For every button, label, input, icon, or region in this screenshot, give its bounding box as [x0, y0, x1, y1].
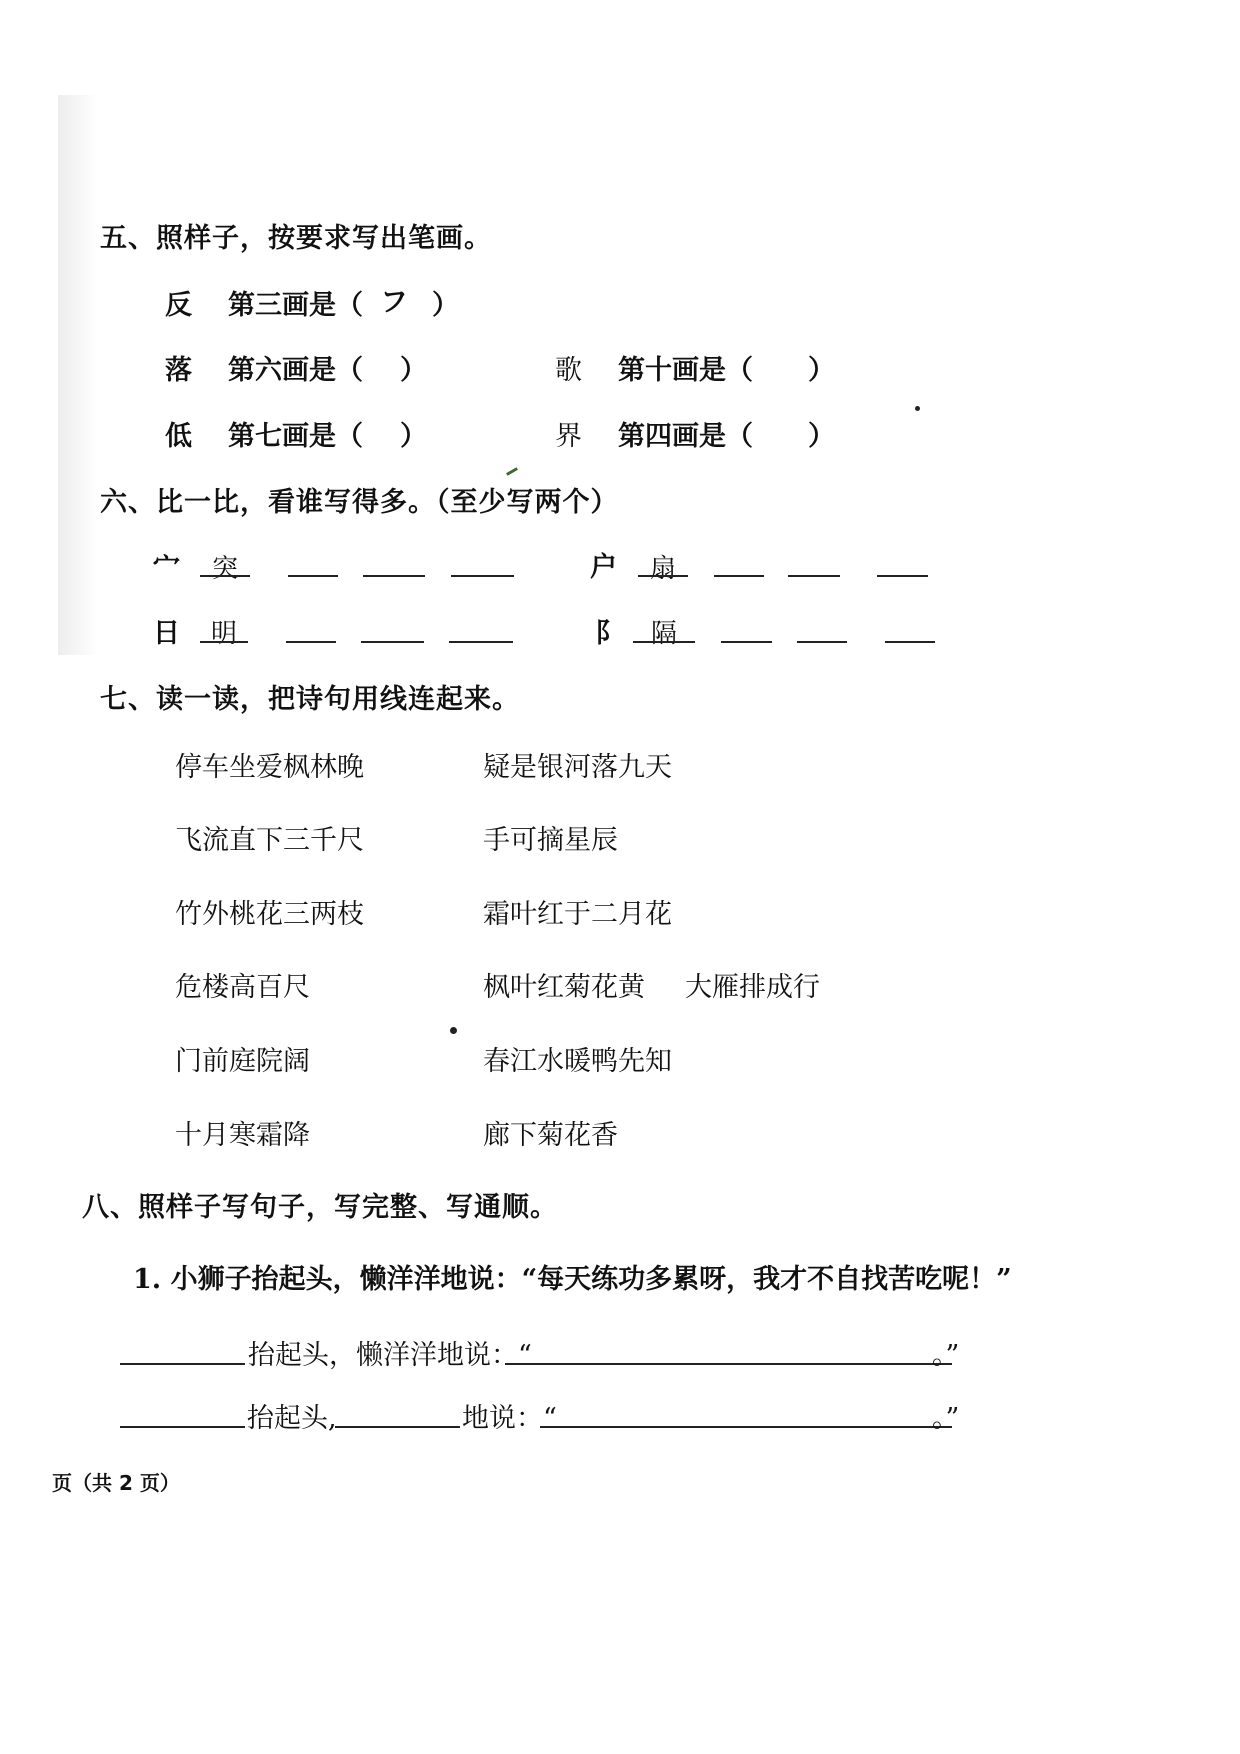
radical: 户: [590, 552, 617, 583]
stroke-char: 落: [165, 355, 192, 386]
stroke-answer-example: フ: [380, 285, 409, 318]
scan-mark: [506, 467, 518, 476]
stroke-char-example: 反: [165, 290, 192, 321]
stroke-char: 歌: [555, 355, 582, 386]
poem-left-line[interactable]: 竹外桃花三两枝: [175, 899, 364, 930]
stroke-close: ）: [400, 421, 427, 452]
subject-blank[interactable]: [120, 1363, 245, 1365]
example-char: 明: [210, 619, 237, 649]
answer-blank[interactable]: [361, 641, 424, 643]
example-char: 隔: [650, 619, 677, 649]
answer-blank[interactable]: [885, 641, 935, 643]
manner-blank[interactable]: [335, 1426, 460, 1428]
stroke-prompt: 第十画是（: [618, 355, 753, 386]
subject-blank[interactable]: [120, 1426, 245, 1428]
poem-left-line[interactable]: 停车坐爱枫林晚: [175, 752, 364, 783]
quote-blank[interactable]: [540, 1426, 952, 1428]
stroke-prompt-example: 第三画是（: [228, 290, 363, 321]
radical: 日: [153, 618, 180, 649]
section5-title: 五、照样子，按要求写出笔画。: [100, 223, 492, 254]
answer-blank[interactable]: [721, 641, 772, 643]
stroke-close: ）: [808, 421, 835, 452]
poem-right-line[interactable]: 手可摘星辰: [483, 825, 618, 856]
section6-title: 六、比一比，看谁写得多。（至少写两个）: [100, 487, 619, 518]
radical: 阝: [595, 618, 622, 649]
poem-right-line[interactable]: 廊下菊花香: [483, 1120, 618, 1151]
section8-title: 八、照样子写句子，写完整、写通顺。: [82, 1192, 558, 1223]
sentence-text: 地说：“: [462, 1403, 557, 1434]
example-char: 突: [211, 554, 238, 584]
answer-blank[interactable]: [363, 575, 425, 577]
example-sentence: 1. 小狮子抬起头，懒洋洋地说：“每天练功多累呀，我才不自找苦吃呢！”: [133, 1264, 1012, 1295]
answer-blank[interactable]: [638, 575, 688, 577]
poem-right-line[interactable]: 疑是银河落九天: [483, 752, 672, 783]
answer-blank[interactable]: [451, 575, 514, 577]
answer-blank[interactable]: [797, 641, 847, 643]
stroke-close-example: ）: [432, 290, 459, 321]
sentence-end: 。”: [932, 1340, 960, 1371]
quote-blank[interactable]: [505, 1363, 952, 1365]
radical: 宀: [153, 552, 180, 583]
poem-right-line[interactable]: 春江水暖鸭先知: [483, 1046, 672, 1077]
example-char: 扇: [649, 554, 676, 584]
poem-left-line[interactable]: 飞流直下三千尺: [175, 825, 364, 856]
stroke-prompt: 第四画是（: [618, 421, 753, 452]
poem-right-line[interactable]: 霜叶红于二月花: [483, 899, 672, 930]
sentence-text: 抬起头,: [247, 1403, 337, 1434]
answer-blank[interactable]: [200, 575, 250, 577]
poem-left-line[interactable]: 危楼高百尺: [175, 972, 310, 1003]
answer-blank[interactable]: [449, 641, 513, 643]
answer-blank[interactable]: [286, 641, 336, 643]
stroke-close: ）: [808, 355, 835, 386]
poem-left-line[interactable]: 十月寒霜降: [175, 1120, 310, 1151]
poem-right-line[interactable]: 枫叶红菊花黄: [483, 972, 645, 1003]
scan-shadow: [58, 95, 98, 655]
answer-blank[interactable]: [788, 575, 840, 577]
stroke-char: 低: [165, 421, 192, 452]
poem-left-line[interactable]: 门前庭院阔: [175, 1046, 310, 1077]
sentence-end: 。”: [932, 1403, 960, 1434]
poem-extra-line[interactable]: 大雁排成行: [685, 972, 820, 1003]
stroke-prompt: 第六画是（: [228, 355, 363, 386]
stroke-close: ）: [400, 355, 427, 386]
answer-blank[interactable]: [877, 575, 928, 577]
sentence-text: 抬起头，懒洋洋地说：“: [248, 1340, 532, 1371]
stroke-prompt: 第七画是（: [228, 421, 363, 452]
answer-blank[interactable]: [633, 641, 695, 643]
scan-speck: [450, 1027, 457, 1034]
section7-title: 七、读一读，把诗句用线连起来。: [100, 684, 520, 715]
page-footer: 页（共 2 页）: [52, 1471, 180, 1495]
answer-blank[interactable]: [714, 575, 764, 577]
scan-speck: [915, 406, 920, 411]
answer-blank[interactable]: [288, 575, 338, 577]
stroke-char: 界: [555, 421, 582, 452]
answer-blank[interactable]: [200, 641, 248, 643]
